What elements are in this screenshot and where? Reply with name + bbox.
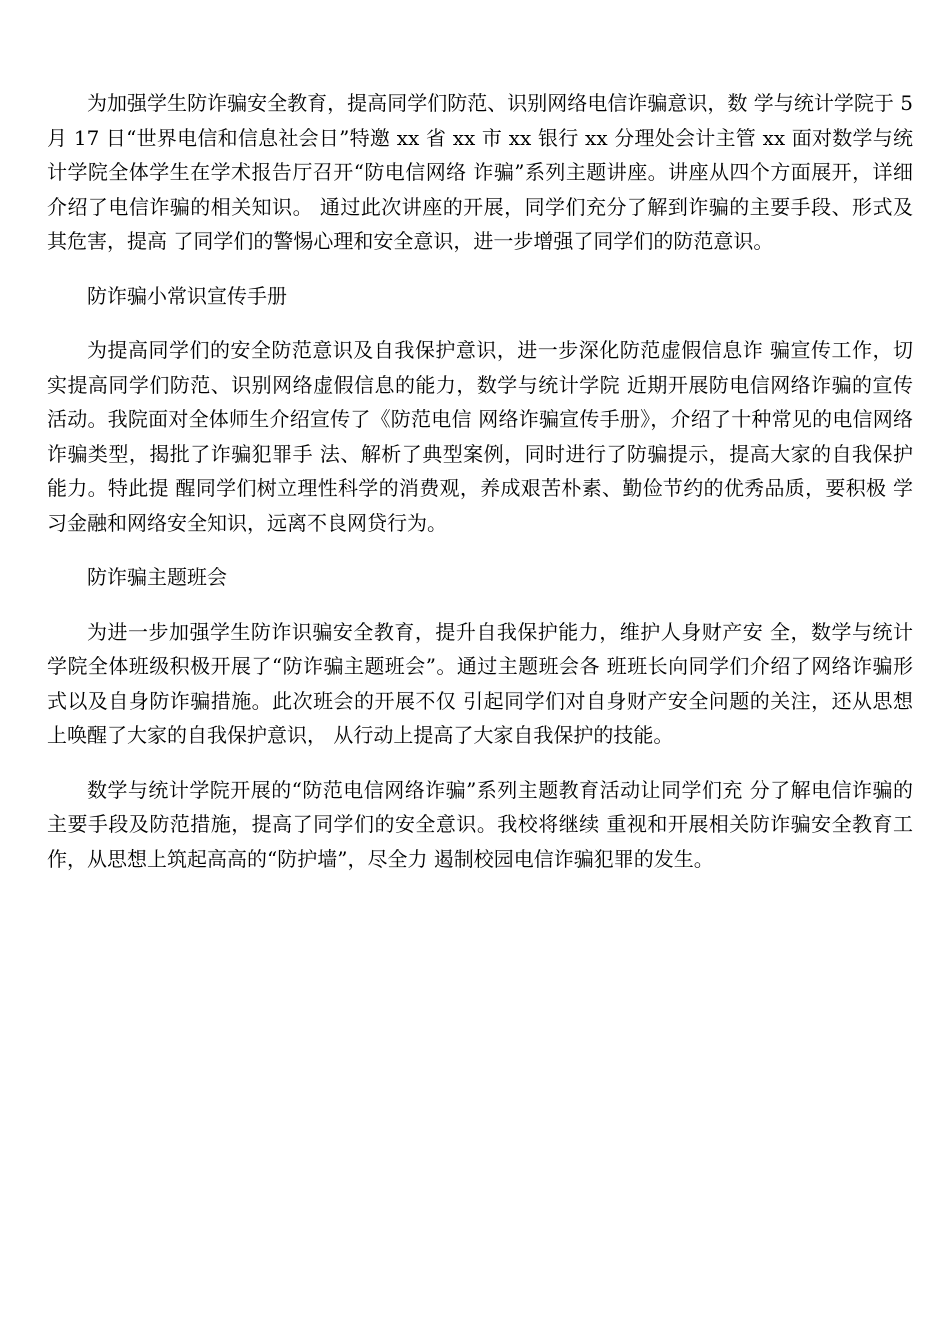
section-heading-handbook: 防诈骗小常识宣传手册 [87, 283, 287, 308]
paragraph-lecture: 为加强学生防诈骗安全教育，提高同学们防范、识别网络电信诈骗意识，数 学与统计学院于 5 月 17 日“世界电信和信息社会日”特邀 xx 省 xx 市 xx 银行 xx 分理处会计主管 xx 面对数学与统计学院全体学生在学术报告厅召开“防电信网络 诈骗”系列主题讲座。讲座从四个方面展开，详细介绍了电信诈骗的相关知识。 通过此次讲座的开展，同学们充分了解到诈骗的主要手段、形式及其危害，提高 了同学们的警惕心理和安全意识，进一步增强了同学们的防范意识。 [47, 91, 913, 253]
paragraph-handbook: 为提高同学们的安全防范意识及自我保护意识，进一步深化防范虚假信息诈 骗宣传工作，切实提高同学们防范、识别网络虚假信息的能力，数学与统计学院 近期开展防电信网络诈骗的宣传活动。我院面对全体师生介绍宣传了《防范电信 网络诈骗宣传手册》，介绍了十种常见的电信网络诈骗类型，揭批了诈骗犯罪手 法、解析了典型案例，同时进行了防骗提示，提高大家的自我保护能力。特此提 醒同学们树立理性科学的消费观，养成艰苦朴素、勤俭节约的优秀品质，要积极 学习金融和网络安全知识，远离不良网贷行为。 [47, 338, 913, 535]
paragraph-class-meeting: 为进一步加强学生防诈识骗安全教育，提升自我保护能力，维护人身财产安 全，数学与统计学院全体班级积极开展了“防诈骗主题班会”。通过主题班会各 班班长向同学们介绍了网络诈骗形式以及自身防诈骗措施。此次班会的开展不仅 引起同学们对自身财产安全问题的关注，还从思想上唤醒了大家的自我保护意识， 从行动上提高了大家自我保护的技能。 [47, 619, 913, 747]
section-heading-class-meeting: 防诈骗主题班会 [87, 565, 227, 589]
paragraph-conclusion: 数学与统计学院开展的“防范电信网络诈骗”系列主题教育活动让同学们充 分了解电信诈骗的主要手段及防范措施，提高了同学们的安全意识。我校将继续 重视和开展相关防诈骗安全教育工作，从思想上筑起高高的“防护墙”，尽全力 遏制校园电信诈骗犯罪的发生。 [47, 777, 913, 871]
document-body [47, 86, 913, 896]
